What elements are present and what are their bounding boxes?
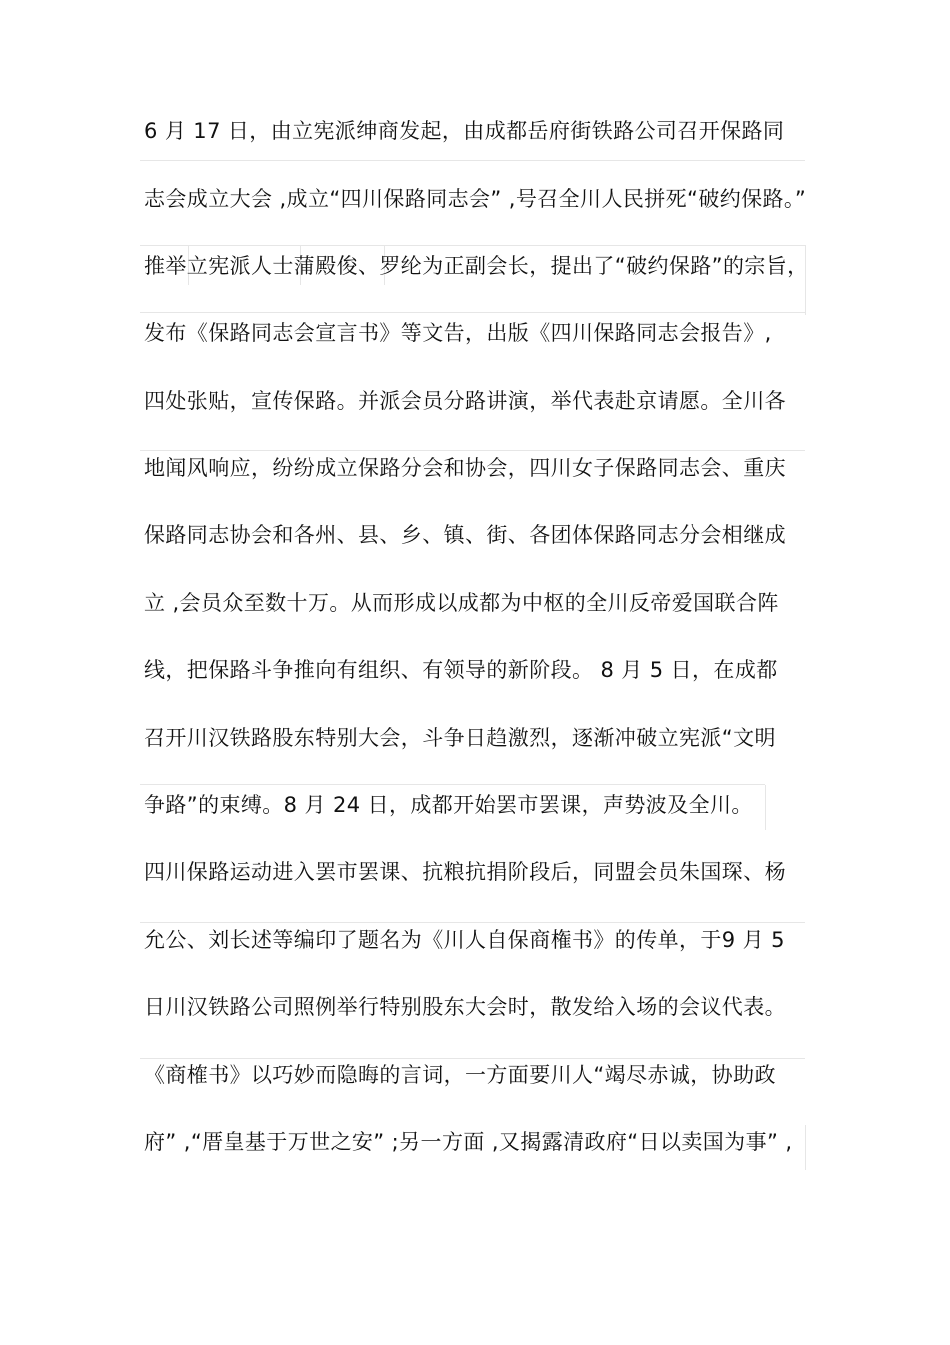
text-line: 地闻风响应，纷纷成立保路分会和协会，四川女子保路同志会、重庆 xyxy=(144,456,786,480)
text-line: 争路”的束缚。8 月 24 日，成都开始罢市罢课，声势波及全川。 xyxy=(144,793,753,817)
text-line: 线，把保路斗争推向有组织、有领导的新阶段。 8 月 5 日，在成都 xyxy=(144,658,778,682)
text-line: 志会成立大会 ,成立“四川保路同志会” ,号召全川人民拼死“破约保路。” xyxy=(144,187,807,211)
scan-rule xyxy=(140,922,805,923)
text-line: 日川汉铁路公司照例举行特别股东大会时，散发给入场的会议代表。 xyxy=(144,995,786,1019)
text-line: 府” ,“厝皇基于万世之安” ;另一方面 ,又揭露清政府“日以卖国为事” , xyxy=(144,1130,793,1154)
scan-rule xyxy=(140,160,805,161)
scan-rule xyxy=(140,245,805,246)
text-line: 发布《保路同志会宣言书》等文告，出版《四川保路同志会报告》, xyxy=(144,321,772,345)
text-line: 允公、刘长述等编印了题名为《川人自保商権书》的传单，于9 月 5 xyxy=(144,928,785,952)
text-line: 推举立宪派人士蒲殿俊、罗纶为正副会长，提出了“破约保路”的宗旨， xyxy=(144,254,809,278)
text-line: 《商榷书》以巧妙而隐晦的言词，一方面要川人“竭尽赤诚，协助政 xyxy=(144,1063,776,1087)
scan-rule xyxy=(140,312,805,313)
text-line: 四川保路运动进入罢市罢课、抗粮抗捐阶段后，同盟会员朱国琛、杨 xyxy=(144,860,786,884)
scan-rule xyxy=(765,785,766,830)
scan-rule xyxy=(140,784,765,785)
scan-rule xyxy=(140,1058,805,1059)
scan-rule xyxy=(805,1125,806,1170)
scan-rule xyxy=(140,450,805,451)
text-line: 召开川汉铁路股东特别大会，斗争日趋激烈，逐渐冲破立宪派“文明 xyxy=(144,726,776,750)
text-line: 6 月 17 日，由立宪派绅商发起，由成都岳府街铁路公司召开保路同 xyxy=(144,119,785,143)
text-line: 立 ,会员众至数十万。从而形成以成都为中枢的全川反帝爱国联合阵 xyxy=(144,591,779,615)
text-line: 四处张贴，宣传保路。并派会员分路讲演，举代表赴京请愿。全川各 xyxy=(144,389,786,413)
text-line: 保路同志协会和各州、县、乡、镇、街、各团体保路同志分会相继成 xyxy=(144,523,786,547)
